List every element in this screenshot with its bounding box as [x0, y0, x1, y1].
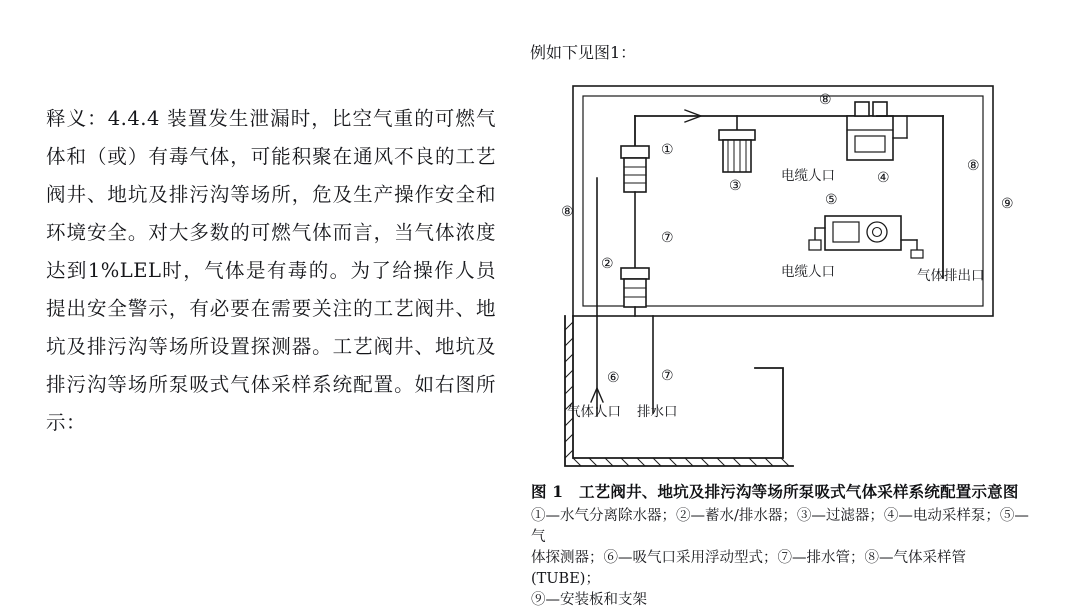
sampling-system-diagram	[525, 68, 1045, 468]
callout-7-upper: ⑦	[661, 230, 674, 246]
label-drain-outlet: 排水口	[637, 404, 678, 420]
ground-outline	[565, 316, 793, 466]
explanatory-paragraph: 释义：4.4.4 装置发生泄漏时，比空气重的可燃气体和（或）有毒气体，可能积聚在通风不良的工艺阀井、地坑及排污沟等场所，危及生产操作安全和环境安全。对大多数的可燃气体而言，当气体浓度达到1%LEL时，气体是有毒的。为了给操作人员提出安全警示，有必要在需要关注的工艺阀井、地坑及排污沟等场所设置探测器。工艺阀井、地坑及排污沟等场所泵吸式气体采样系统配置。如右图所示：	[46, 107, 496, 434]
figure-block	[525, 28, 1055, 608]
callout-8-top: ⑧	[819, 92, 832, 108]
label-gas-inlet: 气体人口	[567, 404, 621, 420]
callout-1: ①	[661, 142, 674, 158]
component-water-collector	[621, 268, 649, 307]
callout-8-left: ⑧	[561, 204, 574, 220]
explanatory-text-block	[46, 100, 496, 456]
callout-8-right: ⑧	[967, 158, 980, 174]
figure-intro-text: 例如下见图1：	[530, 43, 637, 62]
callout-6: ⑥	[607, 370, 620, 386]
ground-hatching	[565, 322, 789, 466]
figure-caption-title: 图 1 工艺阀井、地坑及排污沟等场所泵吸式气体采样系统配置示意图	[531, 482, 1019, 501]
component-sampling-pump	[847, 102, 907, 160]
callout-5: ⑤	[825, 192, 838, 208]
figure-legend	[531, 506, 1031, 611]
callout-2: ②	[601, 256, 614, 272]
component-water-separator	[621, 146, 649, 192]
callout-4: ④	[877, 170, 890, 186]
callout-9: ⑨	[1001, 196, 1014, 212]
legend-line-3: ⑨—安装板和支架	[531, 592, 647, 608]
legend-line-2: 体探测器；⑥—吸气口采用浮动型式；⑦—排水管；⑧—气体采样管(TUBE)；	[531, 550, 966, 587]
callout-3: ③	[729, 178, 742, 194]
label-gas-outlet: 气体排出口	[917, 268, 985, 284]
label-cable-inlet-1: 电缆人口	[781, 168, 835, 184]
legend-line-1: ①—水气分离除水器；②—蓄水/排水器；③—过滤器；④—电动采样泵；⑤—气	[531, 508, 1029, 545]
component-filter	[719, 116, 755, 172]
component-gas-detector	[809, 216, 923, 258]
callout-7-lower: ⑦	[661, 368, 674, 384]
label-cable-inlet-2: 电缆人口	[781, 264, 835, 280]
pit-outline	[573, 316, 783, 458]
